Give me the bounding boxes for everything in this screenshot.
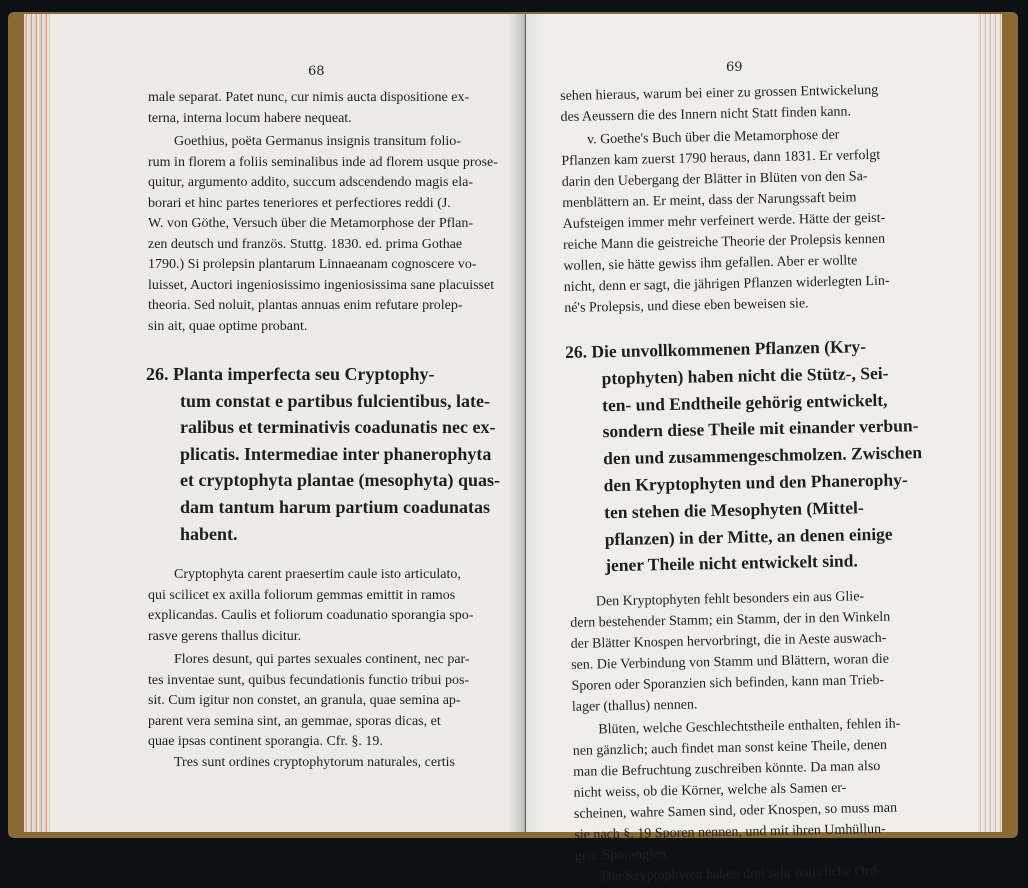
left-page-number: 68 — [308, 64, 325, 79]
heading-line: habent. — [180, 523, 238, 544]
text-line: v. Goethe's Buch über die Metamorphose der — [586, 127, 840, 148]
text-line: luisset, Auctori ingeniosissimo ingeniosissima sane placuisset — [148, 277, 495, 293]
text-line: qui scilicet ex axilla foliorum gemmas emittit in ramos — [148, 587, 456, 603]
heading-line: jener Theile nicht entwickelt sind. — [605, 550, 858, 576]
right-section-26-heading — [564, 332, 923, 580]
text-line: explicandas. Caulis et foliorum coadunatio sporangia spo- — [148, 608, 474, 624]
right-page-edges — [978, 14, 1002, 832]
text-line: rasve gerens thallus dicitur. — [148, 628, 302, 644]
right-para-goethe — [561, 123, 905, 318]
text-line: Die Kryptophyten haben drei sehr natürliche Ord- — [601, 864, 882, 885]
text-line: Sporen oder Sporanzien sich befinden, kann man Trieb- — [571, 673, 885, 695]
heading-line: ten stehen die Mesophyten (Mittel- — [603, 497, 864, 523]
heading-line: pflanzen) in der Mitte, an denen einige — [604, 523, 893, 549]
heading-line: den Kryptophyten und den Phanerophy- — [603, 469, 908, 496]
book-gutter — [508, 14, 542, 832]
text-line: der Blätter Knospen hervorbringt, die in Aeste auswach- — [570, 631, 887, 653]
heading-line: den und zusammengeschmolzen. Zwischen — [602, 442, 923, 469]
text-line: Tres sunt ordines cryptophytorum naturales, certis — [174, 754, 455, 770]
text-line: Den Kryptophyten fehlt besonders ein aus Glie- — [595, 589, 865, 610]
text-line: reiche Mann die geistreiche Theorie der Prolepsis kennen — [562, 231, 886, 253]
heading-line: tum constat e partibus fulcientibus, late- — [180, 390, 490, 411]
text-line: rum in florem a foliis seminalibus inde ad florem usque prose- — [148, 154, 498, 170]
text-line: sehen hieraus, warum bei einer zu grossen Entwickelung — [560, 82, 879, 104]
text-line: quae ipsas continent sporangia. Cfr. §. 19. — [148, 734, 383, 750]
heading-line: ralibus et terminativis coadunatis nec ex- — [180, 417, 496, 438]
heading-line: dam tantum harum partium coadunatas — [180, 496, 491, 517]
text-line: des Aeussern die des Innern nicht Statt finden kann. — [560, 104, 852, 125]
heading-line: ptophyten) haben nicht die Stütz-, Sei- — [601, 362, 889, 389]
heading-line: 26. Die unvollkommenen Pflanzen (Kry- — [564, 336, 867, 362]
text-line: darin den Uebergang der Blätter in Blüten von den Sa- — [561, 169, 868, 190]
text-line: male separat. Patet nunc, cur nimis aucta dispositione ex- — [148, 90, 470, 105]
left-para-top — [148, 88, 488, 129]
text-line: parent vera semina sint, an gemmae, sporas dicas, et — [148, 713, 441, 729]
text-line: theoria. Sed noluit, plantas annuas enim refutare prolep- — [148, 298, 463, 313]
heading-line: et cryptophyta plantae (mesophyta) quas- — [180, 470, 501, 491]
text-line: dern bestehender Stamm; ein Stamm, der in den Winkeln — [570, 609, 891, 632]
left-section-26-heading — [146, 361, 501, 547]
text-line: sie nach §. 19 Sporen nennen, und mit ihren Umhüllun- — [574, 822, 886, 844]
right-para-top — [560, 79, 901, 128]
text-line: borari et hinc partes teneriores et perfectiores reddi (J. — [148, 195, 451, 211]
text-line: nicht, denn er sagt, die jährigen Pflanzen widerlegten Lin- — [563, 273, 890, 295]
heading-line: plicatis. Intermediae inter phanerophyta — [180, 443, 492, 464]
heading-line: ten- und Endtheile gehörig entwickelt, — [601, 389, 888, 415]
text-line: man die Befruchtung zuschreiben könnte. Da man also — [573, 759, 881, 781]
text-line: sen. Die Verbindung von Stamm und Blättern, woran die — [570, 651, 890, 674]
text-line: wollen, sie hätte gewiss ihm gefallen. Aber er wollte — [563, 253, 858, 274]
text-line: nen gänzlich; auch findet man sonst keine Theile, denen — [572, 738, 888, 760]
text-line: sin ait, quae optime probant. — [148, 318, 308, 334]
right-para-blueten — [572, 714, 915, 868]
text-line: né's Prolepsis, und diese eben beweisen sie. — [564, 296, 809, 316]
text-line: nicht weiss, ob die Körner, welche als Samen er- — [573, 780, 847, 802]
text-line: gen: Sporangien. — [574, 847, 670, 865]
text-line: Pflanzen kam zuerst 1790 heraus, dann 1831. Er verfolgt — [561, 147, 881, 169]
left-para-cryptophyta — [148, 565, 488, 647]
text-line: quitur, argumento addito, succum adscendendo magis ela- — [148, 175, 473, 190]
text-line: menblättern an. Er meint, dass der Narungssaft beim — [562, 190, 857, 211]
right-para-kryptophyten — [570, 586, 912, 719]
text-line: terna, interna locum habere nequeat. — [148, 110, 352, 126]
left-page-text — [146, 88, 501, 773]
right-page-number: 69 — [726, 60, 743, 75]
left-para-goethe — [148, 132, 498, 337]
left-page-edges — [24, 14, 50, 832]
text-line: scheinen, wahre Samen sind, oder Knospen, so muss man — [573, 800, 898, 823]
text-line: W. von Göthe, Versuch über die Metamorphose der Pflan- — [148, 216, 474, 231]
text-line: tes inventae sunt, quibus fecundationis functio tribui pos- — [148, 672, 470, 688]
heading-line: sondern diese Theile mit einander verbun- — [602, 415, 919, 442]
text-line: lager (thallus) nennen. — [571, 697, 698, 716]
left-para-tres — [148, 753, 488, 774]
text-line: Goethius, poëta Germanus insignis transitum folio- — [174, 134, 461, 149]
text-line: 1790.) Si prolepsin plantarum Linnaeanam cognoscere vo- — [148, 257, 477, 272]
text-line: Cryptophyta carent praesertim caule isto articulato, — [174, 567, 461, 583]
text-line: sit. Cum igitur non constet, an granula, quae semina ap- — [148, 693, 461, 709]
text-line: Flores desunt, qui partes sexuales continent, nec par- — [174, 652, 470, 668]
heading-line: 26. Planta imperfecta seu Cryptophy- — [146, 364, 435, 384]
text-line: zen deutsch und französ. Stuttg. 1830. ed. prima Gothae — [148, 236, 463, 252]
right-page-text — [560, 79, 923, 888]
text-line: Blüten, welche Geschlechtstheile enthalten, fehlen ih- — [598, 716, 901, 738]
left-para-flores — [148, 650, 488, 753]
text-line: Aufsteigen immer mehr verfeinert werde. Hätte der geist- — [562, 210, 886, 232]
